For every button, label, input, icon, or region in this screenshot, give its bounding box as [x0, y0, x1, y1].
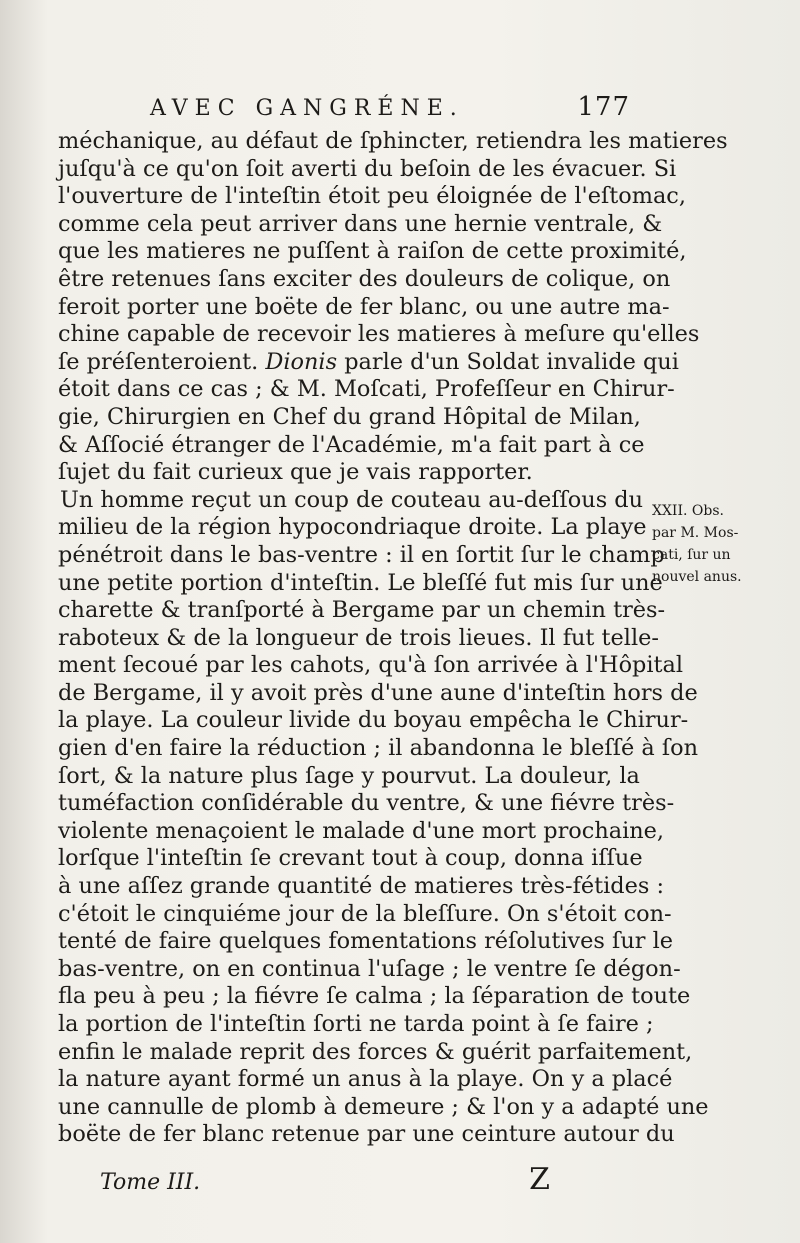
margin-note-line: nouvel anus. — [652, 569, 742, 585]
author-name: Dionis — [265, 348, 338, 375]
running-title: AVEC GANGRÉNE. — [150, 96, 464, 121]
text-line: tenté de faire quelques fomentations réſolutives ſur le — [58, 928, 673, 955]
text-line: enfin le malade reprit des forces & guérit parfaitement, — [58, 1038, 693, 1065]
text-line: Un homme reçut un coup de couteau au-deſſous du — [60, 486, 644, 513]
text-line: être retenues ſans exciter des douleurs de colique, on — [58, 265, 671, 292]
text-line: étoit dans ce cas ; & M. Moſcati, Profeſſeur en Chirur- — [58, 376, 675, 403]
margin-note-line: par M. Mos- — [652, 525, 739, 541]
text-line: la portion de l'inteſtin ſorti ne tarda point à ſe faire ; — [58, 1011, 654, 1037]
text-line: de Bergame, il y avoit près d'une aune d'inteſtin hors de — [58, 679, 698, 706]
text-line: gie, Chirurgien en Chef du grand Hôpital de Milan, — [58, 403, 641, 430]
signature-mark: Z — [529, 1162, 550, 1197]
text-line: ſort, & la nature plus ſage y pourvut. La douleur, la — [58, 762, 640, 789]
text-line: feroit porter une boëte de fer blanc, ou une autre ma- — [58, 293, 670, 320]
text-line: gien d'en faire la réduction ; il abandonna le bleſſé à ſon — [58, 735, 699, 762]
text-line: chine capable de recevoir les matieres à meſure qu'elles — [58, 321, 700, 348]
page-header — [150, 92, 630, 122]
text-line: violente menaçoient le malade d'une mort prochaine, — [58, 817, 665, 844]
text-line: charette & tranſporté à Bergame par un chemin très- — [58, 597, 666, 624]
text-fragment: parle d'un Soldat invalide qui — [337, 348, 679, 375]
text-line: juſqu'à ce qu'on ſoit averti du beſoin de les évacuer. Si — [58, 155, 677, 182]
text-line: ſujet du fait curieux que je vais rapporter. — [58, 459, 533, 486]
text-line: méchanique, au défaut de ſphincter, retiendra les matieres — [58, 128, 728, 154]
text-line: boëte de fer blanc retenue par une ceinture autour du — [58, 1121, 675, 1148]
margin-note-line: XXII. Obs. — [652, 503, 724, 519]
page-footer — [100, 1162, 560, 1197]
text-line: ment ſecoué par les cahots, qu'à ſon arrivée à l'Hôpital — [58, 652, 684, 679]
text-line: une cannulle de plomb à demeure ; & l'on y a adapté une — [58, 1093, 709, 1120]
text-line: une petite portion d'inteſtin. Le bleſſé fut mis ſur une — [58, 569, 663, 596]
text-line: tuméfaction conſidérable du ventre, & une fiévre très- — [58, 790, 675, 817]
text-line: la nature ayant formé un anus à la playe. On y a placé — [58, 1066, 673, 1093]
text-line: pénétroit dans le bas-ventre : il en ſortit ſur le champ — [58, 541, 665, 568]
text-line: bas-ventre, on en continua l'uſage ; le ventre ſe dégon- — [58, 955, 681, 982]
text-line: c'étoit le cinquiéme jour de la bleſſure. On s'étoit con- — [58, 900, 672, 927]
text-line: lorſque l'inteſtin ſe crevant tout à coup, donna iſſue — [58, 845, 643, 872]
volume-label: Tome III. — [100, 1170, 201, 1195]
text-line: fla peu à peu ; la fiévre ſe calma ; la ſéparation de toute — [58, 983, 691, 1010]
text-line: à une aſſez grande quantité de matieres très-fétides : — [58, 873, 665, 900]
text-line: l'ouverture de l'inteſtin étoit peu éloignée de l'eſtomac, — [58, 183, 686, 210]
text-line: raboteux & de la longueur de trois lieues. Il fut telle- — [58, 624, 659, 651]
text-line — [58, 348, 679, 377]
page-number: 177 — [577, 92, 630, 122]
margin-note — [652, 500, 772, 588]
text-line: milieu de la région hypocondriaque droite. La playe — [58, 514, 647, 541]
text-fragment: ſe préſenteroient. — [58, 348, 259, 375]
text-line: la playe. La couleur livide du boyau empêcha le Chirur- — [58, 707, 689, 734]
text-line: comme cela peut arriver dans une hernie ventrale, & — [58, 210, 663, 237]
margin-note-line: cati, ſur un — [652, 547, 731, 563]
text-line: que les matieres ne puſſent à raiſon de cette proximité, — [58, 238, 687, 265]
text-line: & Aſſocié étranger de l'Académie, m'a fait part à ce — [58, 431, 645, 458]
